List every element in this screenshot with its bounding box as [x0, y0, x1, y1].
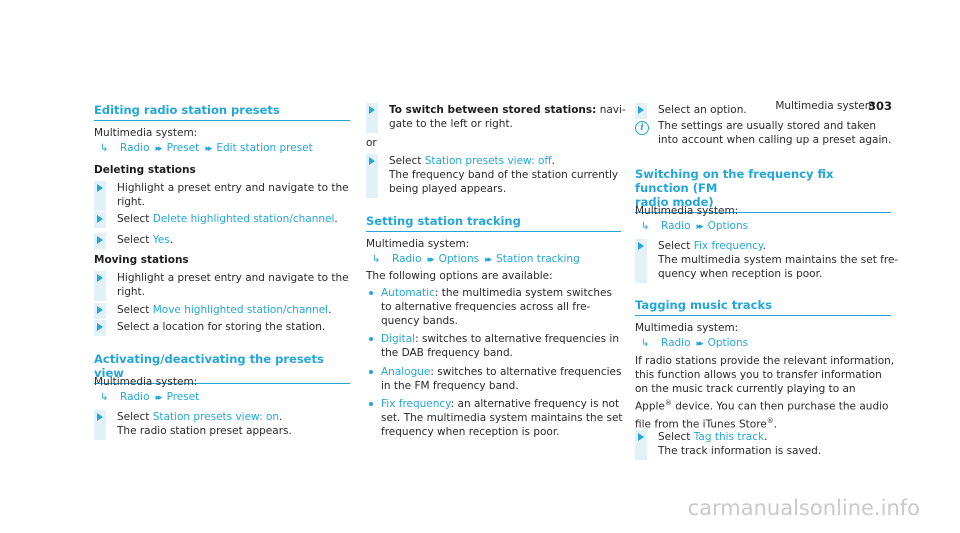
hook-arrow-icon: ↳: [100, 392, 109, 403]
bullet-icon: [369, 370, 373, 374]
menu-path: [366, 252, 580, 267]
registered-mark: ®: [766, 416, 774, 425]
section-heading-editing-presets: Editing radio station presets: [94, 103, 350, 121]
path-item: Station tracking: [496, 253, 580, 265]
triangle-right-icon: [638, 242, 644, 250]
path-item: Radio: [661, 337, 691, 349]
step-text: Highlight a preset entry and navigate to the: [117, 182, 349, 194]
step-text: gate to the left or right.: [389, 118, 513, 130]
path-item: Options: [707, 337, 749, 349]
double-chevron-icon: ▸▸: [155, 144, 161, 154]
option-desc: : an alternative frequency is not: [450, 398, 620, 410]
tagging-description: [635, 354, 894, 431]
menu-path: [635, 219, 748, 234]
path-item: Preset: [166, 391, 200, 403]
desc-line: If radio stations provide the relevant information,: [635, 355, 895, 367]
step-text: Select: [658, 240, 694, 252]
triangle-right-icon: [97, 413, 103, 421]
hook-arrow-icon: ↳: [372, 254, 381, 265]
menu-path: [94, 141, 313, 156]
step-text: Highlight a preset entry and navigate to the: [117, 272, 349, 284]
menu-option-link: Delete highlighted station/channel: [152, 213, 335, 225]
options-intro: The following options are available:: [366, 270, 553, 282]
option-desc: frequency when reception is poor.: [381, 426, 560, 438]
triangle-right-icon: [97, 274, 103, 282]
system-label: Multimedia system:: [635, 205, 739, 217]
punctuation: .: [334, 213, 338, 225]
double-chevron-icon: ▸▸: [696, 339, 702, 349]
desc-line: device. You can then purchase the audio: [671, 400, 889, 413]
triangle-right-icon: [369, 157, 375, 165]
step-text: Select: [389, 155, 425, 167]
system-label: Multimedia system:: [94, 376, 198, 388]
system-label: Multimedia system:: [94, 127, 198, 139]
hook-arrow-icon: ↳: [100, 143, 109, 154]
option-desc: : switches to alternative frequencies: [430, 366, 622, 378]
triangle-right-icon: [97, 236, 103, 244]
option-desc: the DAB frequency band.: [381, 347, 513, 359]
punctuation: .: [551, 155, 555, 167]
step-text: Select: [658, 431, 694, 443]
hook-arrow-icon: ↳: [641, 338, 650, 349]
menu-option-link: Fix frequency: [693, 240, 763, 252]
note-line: The settings are usually stored and taken: [658, 120, 877, 132]
menu-option-link: Station presets view: off: [424, 155, 552, 167]
step-text: Select: [117, 213, 153, 225]
menu-option-link: Station presets view: on: [152, 411, 280, 423]
page-number: 303: [867, 99, 892, 113]
punctuation: .: [169, 234, 174, 246]
path-item: Preset: [166, 142, 200, 154]
watermark: carmanualsonline.info: [687, 496, 920, 520]
step-text: Select: [117, 411, 153, 423]
bullet-icon: [369, 337, 373, 341]
triangle-right-icon: [97, 215, 103, 223]
step-text: Select a location for storing the station.: [117, 321, 326, 333]
punctuation: .: [328, 304, 332, 316]
path-item: Options: [707, 220, 749, 232]
step-text: Select an option.: [658, 104, 747, 116]
menu-option-link: Move highlighted station/channel: [152, 304, 329, 316]
section-heading-presets-view: Activating/deactivating the presets view: [94, 352, 350, 384]
path-item: Radio: [661, 220, 691, 232]
option-desc: : the multimedia system switches: [434, 287, 612, 299]
desc-line: Apple: [635, 400, 665, 413]
step-text: right.: [117, 286, 146, 298]
heading-line: radio mode): [635, 195, 714, 209]
note-line: into account when calling up a preset again.: [658, 134, 892, 146]
triangle-right-icon: [97, 306, 103, 314]
double-chevron-icon: ▸▸: [205, 144, 211, 154]
system-label: Multimedia system:: [635, 322, 739, 334]
option-desc: quency bands.: [381, 315, 458, 327]
step-text: The frequency band of the station currently: [389, 169, 619, 181]
step-text: quency when reception is poor.: [658, 268, 823, 280]
step-text: right.: [117, 196, 146, 208]
option-name: Analogue: [381, 366, 431, 378]
double-chevron-icon: ▸▸: [427, 255, 433, 265]
bullet-icon: [369, 291, 373, 295]
path-item: Edit station preset: [216, 142, 313, 154]
path-item: Radio: [392, 253, 422, 265]
option-desc: to alternative frequencies across all fre-: [381, 301, 591, 313]
subheading-deleting: Deleting stations: [94, 164, 196, 176]
step-text: navi-: [596, 104, 626, 116]
triangle-right-icon: [97, 184, 103, 192]
path-item: Radio: [120, 142, 150, 154]
subheading-moving: Moving stations: [94, 254, 189, 266]
path-item: Options: [438, 253, 480, 265]
triangle-right-icon: [97, 323, 103, 331]
desc-line: file from the iTunes Store: [635, 418, 767, 430]
option-name: Fix frequency: [381, 398, 451, 410]
option-name: Digital: [381, 333, 416, 345]
double-chevron-icon: ▸▸: [155, 393, 161, 403]
option-desc: in the FM frequency band.: [381, 380, 519, 392]
triangle-right-icon: [638, 106, 644, 114]
triangle-right-icon: [369, 106, 375, 114]
registered-mark: ®: [664, 399, 672, 407]
desc-line: on the music track currently playing to an: [635, 383, 856, 395]
double-chevron-icon: ▸▸: [485, 255, 491, 265]
menu-option-link: Tag this track: [693, 431, 765, 443]
punctuation: .: [762, 240, 766, 252]
punctuation: .: [764, 431, 768, 443]
hook-arrow-icon: ↳: [641, 221, 650, 232]
menu-path: [94, 390, 199, 405]
section-heading-tagging: Tagging music tracks: [635, 298, 891, 316]
section-heading-station-tracking: Setting station tracking: [366, 214, 621, 232]
step-text: Select: [117, 304, 153, 316]
or-text: or: [366, 137, 377, 149]
desc-line: .: [773, 418, 778, 430]
menu-option-link: Yes: [152, 234, 170, 246]
info-icon: i: [635, 121, 649, 135]
step-text: The radio station preset appears.: [117, 425, 292, 437]
path-item: Radio: [120, 391, 150, 403]
page-header-title: Multimedia system: [775, 100, 875, 112]
option-desc: : switches to alternative frequencies in: [415, 333, 620, 345]
desc-line: this function allows you to transfer information: [635, 369, 882, 381]
punctuation: .: [279, 411, 283, 423]
heading-line: Switching on the frequency fix function (FM: [635, 167, 834, 195]
option-name: Automatic: [381, 287, 435, 299]
step-text: The track information is saved.: [658, 445, 822, 457]
note-text: [658, 119, 891, 147]
triangle-right-icon: [638, 433, 644, 441]
step-text: being played appears.: [389, 183, 507, 195]
option-desc: set. The multimedia system maintains the set: [381, 412, 623, 424]
bullet-icon: [369, 402, 373, 406]
system-label: Multimedia system:: [366, 238, 470, 250]
double-chevron-icon: ▸▸: [696, 222, 702, 232]
menu-path: [635, 336, 748, 351]
step-text: Select: [117, 234, 153, 246]
step-text: The multimedia system maintains the set fre-: [658, 254, 899, 266]
step-bold-text: To switch between stored stations:: [389, 104, 597, 116]
